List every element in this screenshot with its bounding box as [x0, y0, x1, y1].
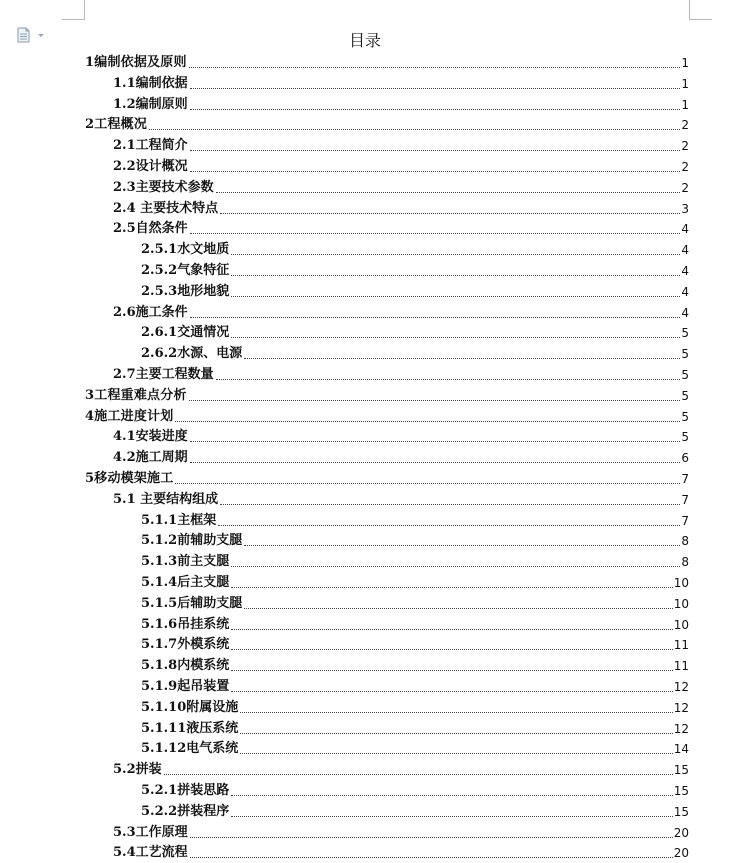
toc-entry-page-number: 4	[681, 243, 689, 258]
toc-entry[interactable]	[113, 425, 689, 445]
toc-entry-page-number: 7	[681, 472, 689, 486]
crop-mark-top-right-vertical	[689, 0, 690, 20]
toc-entry-page-number: 2	[681, 160, 689, 174]
toc-entry-label: 1.1编制依据	[113, 75, 188, 91]
toc-leader-dots	[190, 441, 681, 442]
toc-entry-page-number: 4	[681, 305, 689, 320]
toc-entry[interactable]	[113, 197, 689, 217]
toc-leader-dots	[189, 67, 681, 68]
toc-entry-label: 5.1.2前辅助支腿	[141, 533, 243, 549]
toc-entry[interactable]	[141, 675, 689, 695]
toc-entry-page-number: 15	[673, 763, 689, 778]
toc-entry-label: 2.1工程简介	[113, 138, 188, 154]
toc-entry[interactable]	[141, 633, 689, 653]
toc-entry-label: 5.2.1拼装思路	[141, 783, 230, 798]
toc-entry-label: 5.1.1主框架	[141, 512, 217, 528]
toc-entry-page-number: 4	[681, 284, 689, 299]
toc-entry[interactable]	[141, 550, 689, 570]
toc-entry-page-number: 11	[673, 638, 689, 653]
toc-leader-dots	[218, 525, 680, 526]
toc-entry-page-number: 14	[673, 742, 689, 757]
toc-entry-label: 3工程重难点分析	[85, 387, 187, 403]
toc-entry-label: 5.3工作原理	[113, 824, 188, 840]
toc-leader-dots	[244, 608, 673, 609]
toc-leader-dots	[231, 275, 680, 276]
toc-entry[interactable]	[141, 779, 689, 799]
toc-leader-dots	[244, 358, 680, 359]
toc-entry[interactable]	[141, 696, 689, 716]
toc-entry[interactable]	[113, 301, 689, 321]
toc-entry-page-number: 7	[681, 513, 689, 528]
toc-entry-page-number: 7	[681, 492, 689, 507]
toc-entry-label: 1.2编制原则	[113, 96, 188, 112]
toc-entry[interactable]	[141, 509, 689, 529]
toc-entry-page-number: 5	[681, 388, 689, 403]
toc-entry-label: 2.5自然条件	[113, 221, 188, 237]
toc-leader-dots	[190, 462, 681, 463]
toc-leader-dots	[190, 150, 681, 151]
toc-entry[interactable]	[141, 654, 689, 674]
toc-leader-dots	[231, 691, 673, 692]
toc-leader-dots	[231, 566, 680, 567]
toc-leader-dots	[231, 587, 673, 588]
toc-entry-label: 5移动模架施工	[85, 471, 174, 486]
toc-entry-label: 2.5.1水文地质	[141, 242, 230, 258]
toc-entry-page-number: 8	[681, 534, 689, 549]
toc-entry-label: 2.6.2水源、电源	[141, 346, 243, 362]
toc-entry-page-number: 20	[673, 825, 689, 840]
toc-leader-dots	[240, 753, 672, 754]
toc-entry-page-number: 8	[681, 555, 689, 570]
toc-leader-dots	[216, 192, 681, 193]
toc-entry-label: 2工程概况	[85, 117, 148, 133]
toc-entry-page-number: 4	[681, 222, 689, 237]
toc-entry[interactable]	[141, 342, 689, 362]
toc-leader-dots	[190, 857, 673, 858]
toc-entry[interactable]	[85, 51, 689, 71]
crop-mark-top-left-vertical	[84, 0, 85, 20]
toc-leader-dots	[190, 171, 681, 172]
toc-entry[interactable]	[113, 821, 689, 841]
crop-mark-top-left-horizontal	[62, 19, 85, 20]
toc-entry[interactable]	[141, 737, 689, 757]
toc-entry-label: 5.1.4后主支腿	[141, 575, 230, 590]
toc-entry-page-number: 5	[681, 326, 689, 341]
toc-entry[interactable]	[113, 93, 689, 113]
toc-entry-page-number: 10	[673, 596, 689, 611]
toc-entry-label: 5.1 主要结构组成	[113, 491, 219, 507]
toc-leader-dots	[231, 795, 673, 796]
toc-entry[interactable]	[141, 571, 689, 591]
toc-leader-dots	[220, 213, 680, 214]
toc-leader-dots	[231, 670, 673, 671]
toc-entry[interactable]	[113, 72, 689, 92]
toc-entry-page-number: 10	[673, 617, 689, 632]
toc-entry-label: 2.7主要工程数量	[113, 367, 214, 382]
toc-entry-label: 2.6.1交通情况	[141, 325, 230, 341]
toc-entry-page-number: 5	[681, 368, 689, 382]
toc-entry-page-number: 1	[681, 76, 689, 91]
toc-entry-label: 5.2拼装	[113, 762, 162, 778]
toc-leader-dots	[190, 317, 681, 318]
toc-entry-label: 5.4工艺流程	[113, 845, 188, 861]
toc-entry-label: 5.1.12电气系统	[141, 741, 239, 757]
toc-entry[interactable]	[141, 259, 689, 279]
toc-leader-dots	[244, 545, 680, 546]
toc-entry-label: 2.3主要技术参数	[113, 179, 214, 195]
toc-entry[interactable]	[113, 488, 689, 508]
toc-leader-dots	[175, 421, 680, 422]
toc-leader-dots	[231, 254, 680, 255]
toc-entry[interactable]	[113, 134, 689, 154]
toc-leader-dots	[175, 483, 680, 484]
toc-entry-page-number: 15	[673, 804, 689, 819]
toc-entry[interactable]	[85, 405, 689, 425]
toc-entry-label: 2.6施工条件	[113, 304, 188, 320]
toc-entry-page-number: 4	[681, 264, 689, 278]
toc-entry-page-number: 2	[681, 180, 689, 195]
toc-entry[interactable]	[141, 800, 689, 820]
toc-leader-dots	[240, 733, 672, 734]
toc-entry-page-number: 12	[673, 680, 689, 694]
toc-entry[interactable]	[113, 217, 689, 237]
toc-entry-label: 4.1安装进度	[113, 429, 188, 445]
toc-entry-label: 5.1.8内模系统	[141, 658, 230, 674]
toc-entry[interactable]	[113, 758, 689, 778]
toc-entry-page-number: 3	[681, 201, 689, 216]
toc-entry[interactable]	[141, 321, 689, 341]
toc-entry[interactable]	[113, 446, 689, 466]
toc-entry-page-number: 2	[681, 118, 689, 133]
toc-leader-dots	[220, 504, 680, 505]
toc-entry-page-number: 12	[673, 721, 689, 736]
toc-entry-label: 2.5.2气象特征	[141, 263, 230, 278]
toc-entry[interactable]	[113, 155, 689, 175]
crop-mark-top-right-horizontal	[689, 19, 712, 20]
toc-leader-dots	[189, 400, 681, 401]
toc-entry[interactable]	[113, 841, 689, 861]
toc-entry-page-number: 11	[673, 659, 689, 674]
toc-entry[interactable]	[113, 363, 689, 383]
toc-entry-page-number: 15	[673, 784, 689, 798]
toc-entry[interactable]	[85, 113, 689, 133]
toc-leader-dots	[231, 816, 673, 817]
toc-entry-page-number: 20	[673, 846, 689, 861]
toc-entry-page-number: 2	[681, 139, 689, 154]
toc-entry[interactable]	[141, 613, 689, 633]
toc-entry-label: 1编制依据及原则	[85, 55, 187, 70]
toc-entry-label: 5.1.11液压系统	[141, 720, 239, 736]
toc-entry[interactable]	[113, 176, 689, 196]
toc-entry-label: 2.4 主要技术特点	[113, 200, 219, 216]
toc-entry-label: 5.1.6吊挂系统	[141, 616, 230, 632]
toc-entry-page-number: 1	[681, 56, 689, 70]
toc-entry-page-number: 6	[681, 451, 689, 466]
toc-entry-label: 4.2施工周期	[113, 450, 188, 466]
toc-entry-page-number: 10	[673, 576, 689, 590]
toc-entry[interactable]	[141, 238, 689, 258]
toc-leader-dots	[190, 233, 681, 234]
toc-entry-label: 5.1.10附属设施	[141, 699, 239, 715]
toc-entry-label: 5.1.9起吊装置	[141, 679, 230, 694]
toc-leader-dots	[231, 629, 673, 630]
toc-entry-label: 5.1.3前主支腿	[141, 554, 230, 570]
toc-leader-dots	[149, 129, 680, 130]
toc-entry[interactable]	[85, 467, 689, 487]
toc-entry-label: 5.2.2拼装程序	[141, 803, 230, 819]
toc-entry-page-number: 5	[681, 430, 689, 445]
toc-entry-label: 5.1.5后辅助支腿	[141, 595, 243, 611]
toc-leader-dots	[240, 712, 672, 713]
toc-entry-page-number: 5	[681, 347, 689, 362]
toc-leader-dots	[231, 337, 680, 338]
toc-entry[interactable]	[141, 592, 689, 612]
toc-leader-dots	[190, 88, 681, 89]
toc-entry[interactable]	[141, 529, 689, 549]
toc-entry-page-number: 12	[673, 700, 689, 715]
toc-entry-label: 2.5.3地形地貌	[141, 283, 230, 299]
toc-entry-label: 5.1.7外模系统	[141, 637, 230, 653]
toc-entry[interactable]	[85, 384, 689, 404]
toc-leader-dots	[190, 109, 681, 110]
toc-leader-dots	[164, 774, 673, 775]
toc-leader-dots	[231, 296, 680, 297]
toc-entry-label: 2.2设计概况	[113, 159, 188, 174]
toc-entry-label: 4施工进度计划	[85, 408, 174, 424]
page-title: 目录	[348, 31, 381, 50]
toc-leader-dots	[216, 379, 681, 380]
toc-entry-page-number: 5	[681, 409, 689, 424]
toc-entry[interactable]	[141, 280, 689, 300]
toc-entry[interactable]	[141, 717, 689, 737]
toc-entry-page-number: 1	[681, 97, 689, 112]
toc-leader-dots	[190, 837, 673, 838]
toc-leader-dots	[231, 649, 673, 650]
